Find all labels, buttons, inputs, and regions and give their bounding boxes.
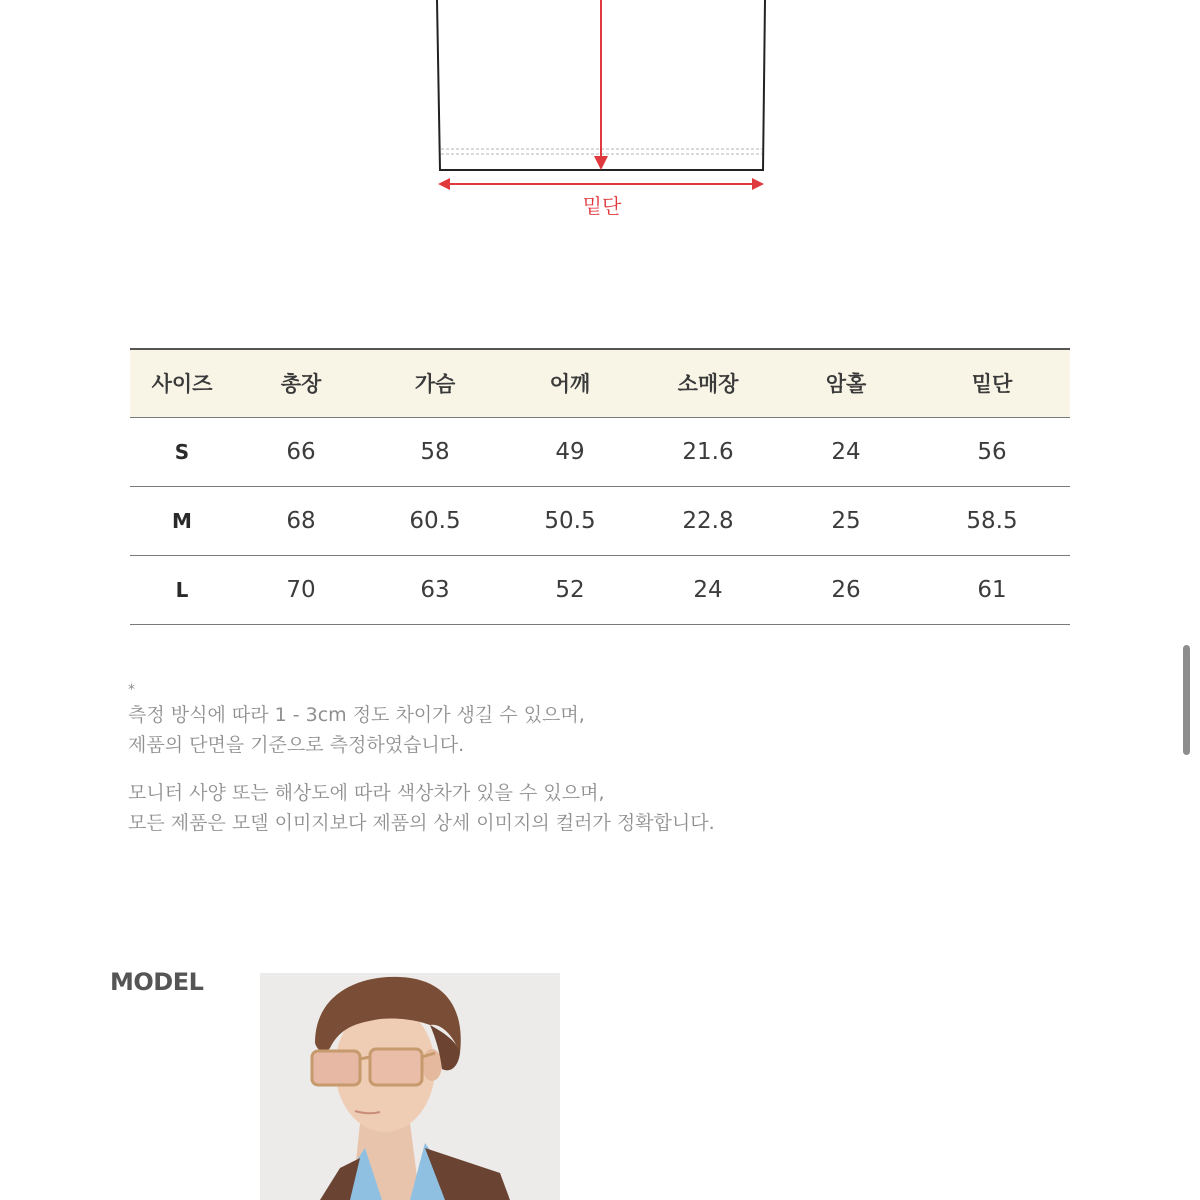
value-cell: 56 [914,417,1070,486]
hem-arrowhead-left [438,178,450,190]
header-chest: 가슴 [368,349,502,417]
model-section-title: MODEL [110,968,204,996]
size-cell: S [130,417,234,486]
size-table-header-row [130,349,1070,417]
value-cell: 22.8 [638,486,778,555]
value-cell: 63 [368,555,502,624]
value-cell: 68 [234,486,368,555]
table-row [130,417,1070,486]
note-color-line: 모니터 사양 또는 해상도에 따라 색상차가 있을 수 있으며, [128,782,605,804]
header-size: 사이즈 [130,349,234,417]
value-cell: 49 [502,417,638,486]
value-cell: 58 [368,417,502,486]
size-cell: M [130,486,234,555]
note-measure-line: 제품의 단면을 기준으로 측정하였습니다. [128,734,465,756]
table-row [130,486,1070,555]
value-cell: 52 [502,555,638,624]
value-cell: 50.5 [502,486,638,555]
value-cell: 60.5 [368,486,502,555]
hem-label: 밑단 [582,194,622,218]
model-illustration [260,973,560,1200]
value-cell: 61 [914,555,1070,624]
note-color-line: 모든 제품은 모델 이미지보다 제품의 상세 이미지의 컬러가 정확합니다. [128,812,715,834]
table-row [130,555,1070,624]
value-cell: 24 [778,417,914,486]
model-photo [260,973,560,1200]
length-arrowhead [594,156,608,170]
value-cell: 26 [778,555,914,624]
value-cell: 70 [234,555,368,624]
size-cell: L [130,555,234,624]
note-measure-line: 측정 방식에 따라 1 - 3cm 정도 차이가 생길 수 있으며, [128,704,585,726]
value-cell: 21.6 [638,417,778,486]
size-notes [128,682,828,838]
value-cell: 24 [638,555,778,624]
header-armhole: 암홀 [778,349,914,417]
header-shoulder: 어깨 [502,349,638,417]
hem-arrowhead-right [752,178,764,190]
value-cell: 25 [778,486,914,555]
page-scrollbar[interactable] [1183,645,1190,755]
header-total-length: 총장 [234,349,368,417]
header-hem: 밑단 [914,349,1070,417]
header-sleeve-length: 소매장 [638,349,778,417]
value-cell: 58.5 [914,486,1070,555]
value-cell: 66 [234,417,368,486]
size-table [130,348,1070,625]
note-marker: * [128,682,135,698]
